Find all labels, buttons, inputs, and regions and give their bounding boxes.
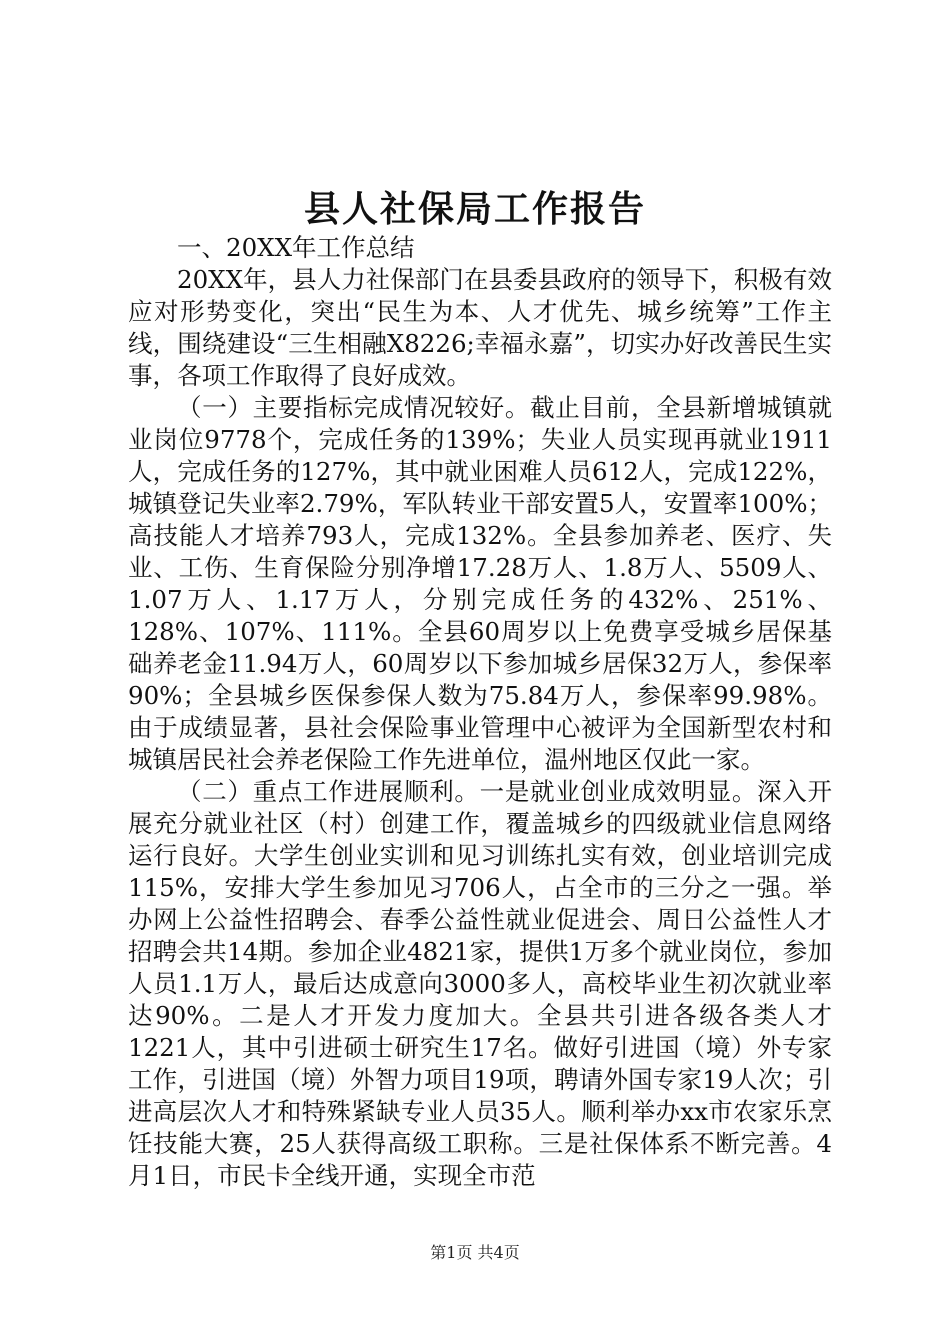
document-title: 县人社保局工作报告 [303,188,646,230]
paragraph-intro: 20XX年，县人力社保部门在县委县政府的领导下，积极有效应对形势变化，突出“民生为本、人才优先、城乡统筹”工作主线，围绕建设“三生相融X8226;幸福永嘉”，切实办好改善民生实事，各项工作取得了良好成效。 [128,265,832,390]
paragraph-key-work: （二）重点工作进展顺利。一是就业创业成效明显。深入开展充分就业社区（村）创建工作，覆盖城乡的四级就业信息网络运行良好。大学生创业实训和见习训练扎实有效，创业培训完成115%，安排大学生参加见习706人，占全市的三分之一强。举办网上公益性招聘会、春季公益性就业促进会、周日公益性人才招聘会共14期。参加企业4821家，提供1万多个就业岗位，参加人员1.1万人，最后达成意向3000多人，高校毕业生初次就业率达90%。二是人才开发力度加大。全县共引进各级各类人才1221人，其中引进硕士研究生17名。做好引进国（境）外专家工作，引进国（境）外智力项目19项，聘请外国专家19人次；引进高层次人才和特殊紧缺专业人员35人。顺利举办xx市农家乐烹饪技能大赛，25人获得高级工职称。三是社保体系不断完善。4月1日，市民卡全线开通，实现全市范 [128,777,832,1190]
paragraph-main-indicators: （一）主要指标完成情况较好。截止目前，全县新增城镇就业岗位9778个，完成任务的139%；失业人员实现再就业1911人，完成任务的127%，其中就业困难人员612人，完成122%，城镇登记失业率2.79%，军队转业干部安置5人，安置率100%；高技能人才培养793人，完成132%。全县参加养老、医疗、失业、工伤、生育保险分别净增17.28万人、1.8万人、5509人、1.07万人、1.17万人，分别完成任务的432%、251%、128%、107%、111%。全县60周岁以上免费享受城乡居保基础养老金11.94万人，60周岁以下参加城乡居保32万人，参保率90%；全县城乡医保参保人数为75.84万人，参保率99.98%。由于成绩显著，县社会保险事业管理中心被评为全国新型农村和城镇居民社会养老保险工作先进单位，温州地区仅此一家。 [128,393,832,774]
document-body [128,232,832,1192]
page-footer: 第1页 共4页 [430,1243,520,1262]
section-heading: 一、20XX年工作总结 [177,233,415,262]
